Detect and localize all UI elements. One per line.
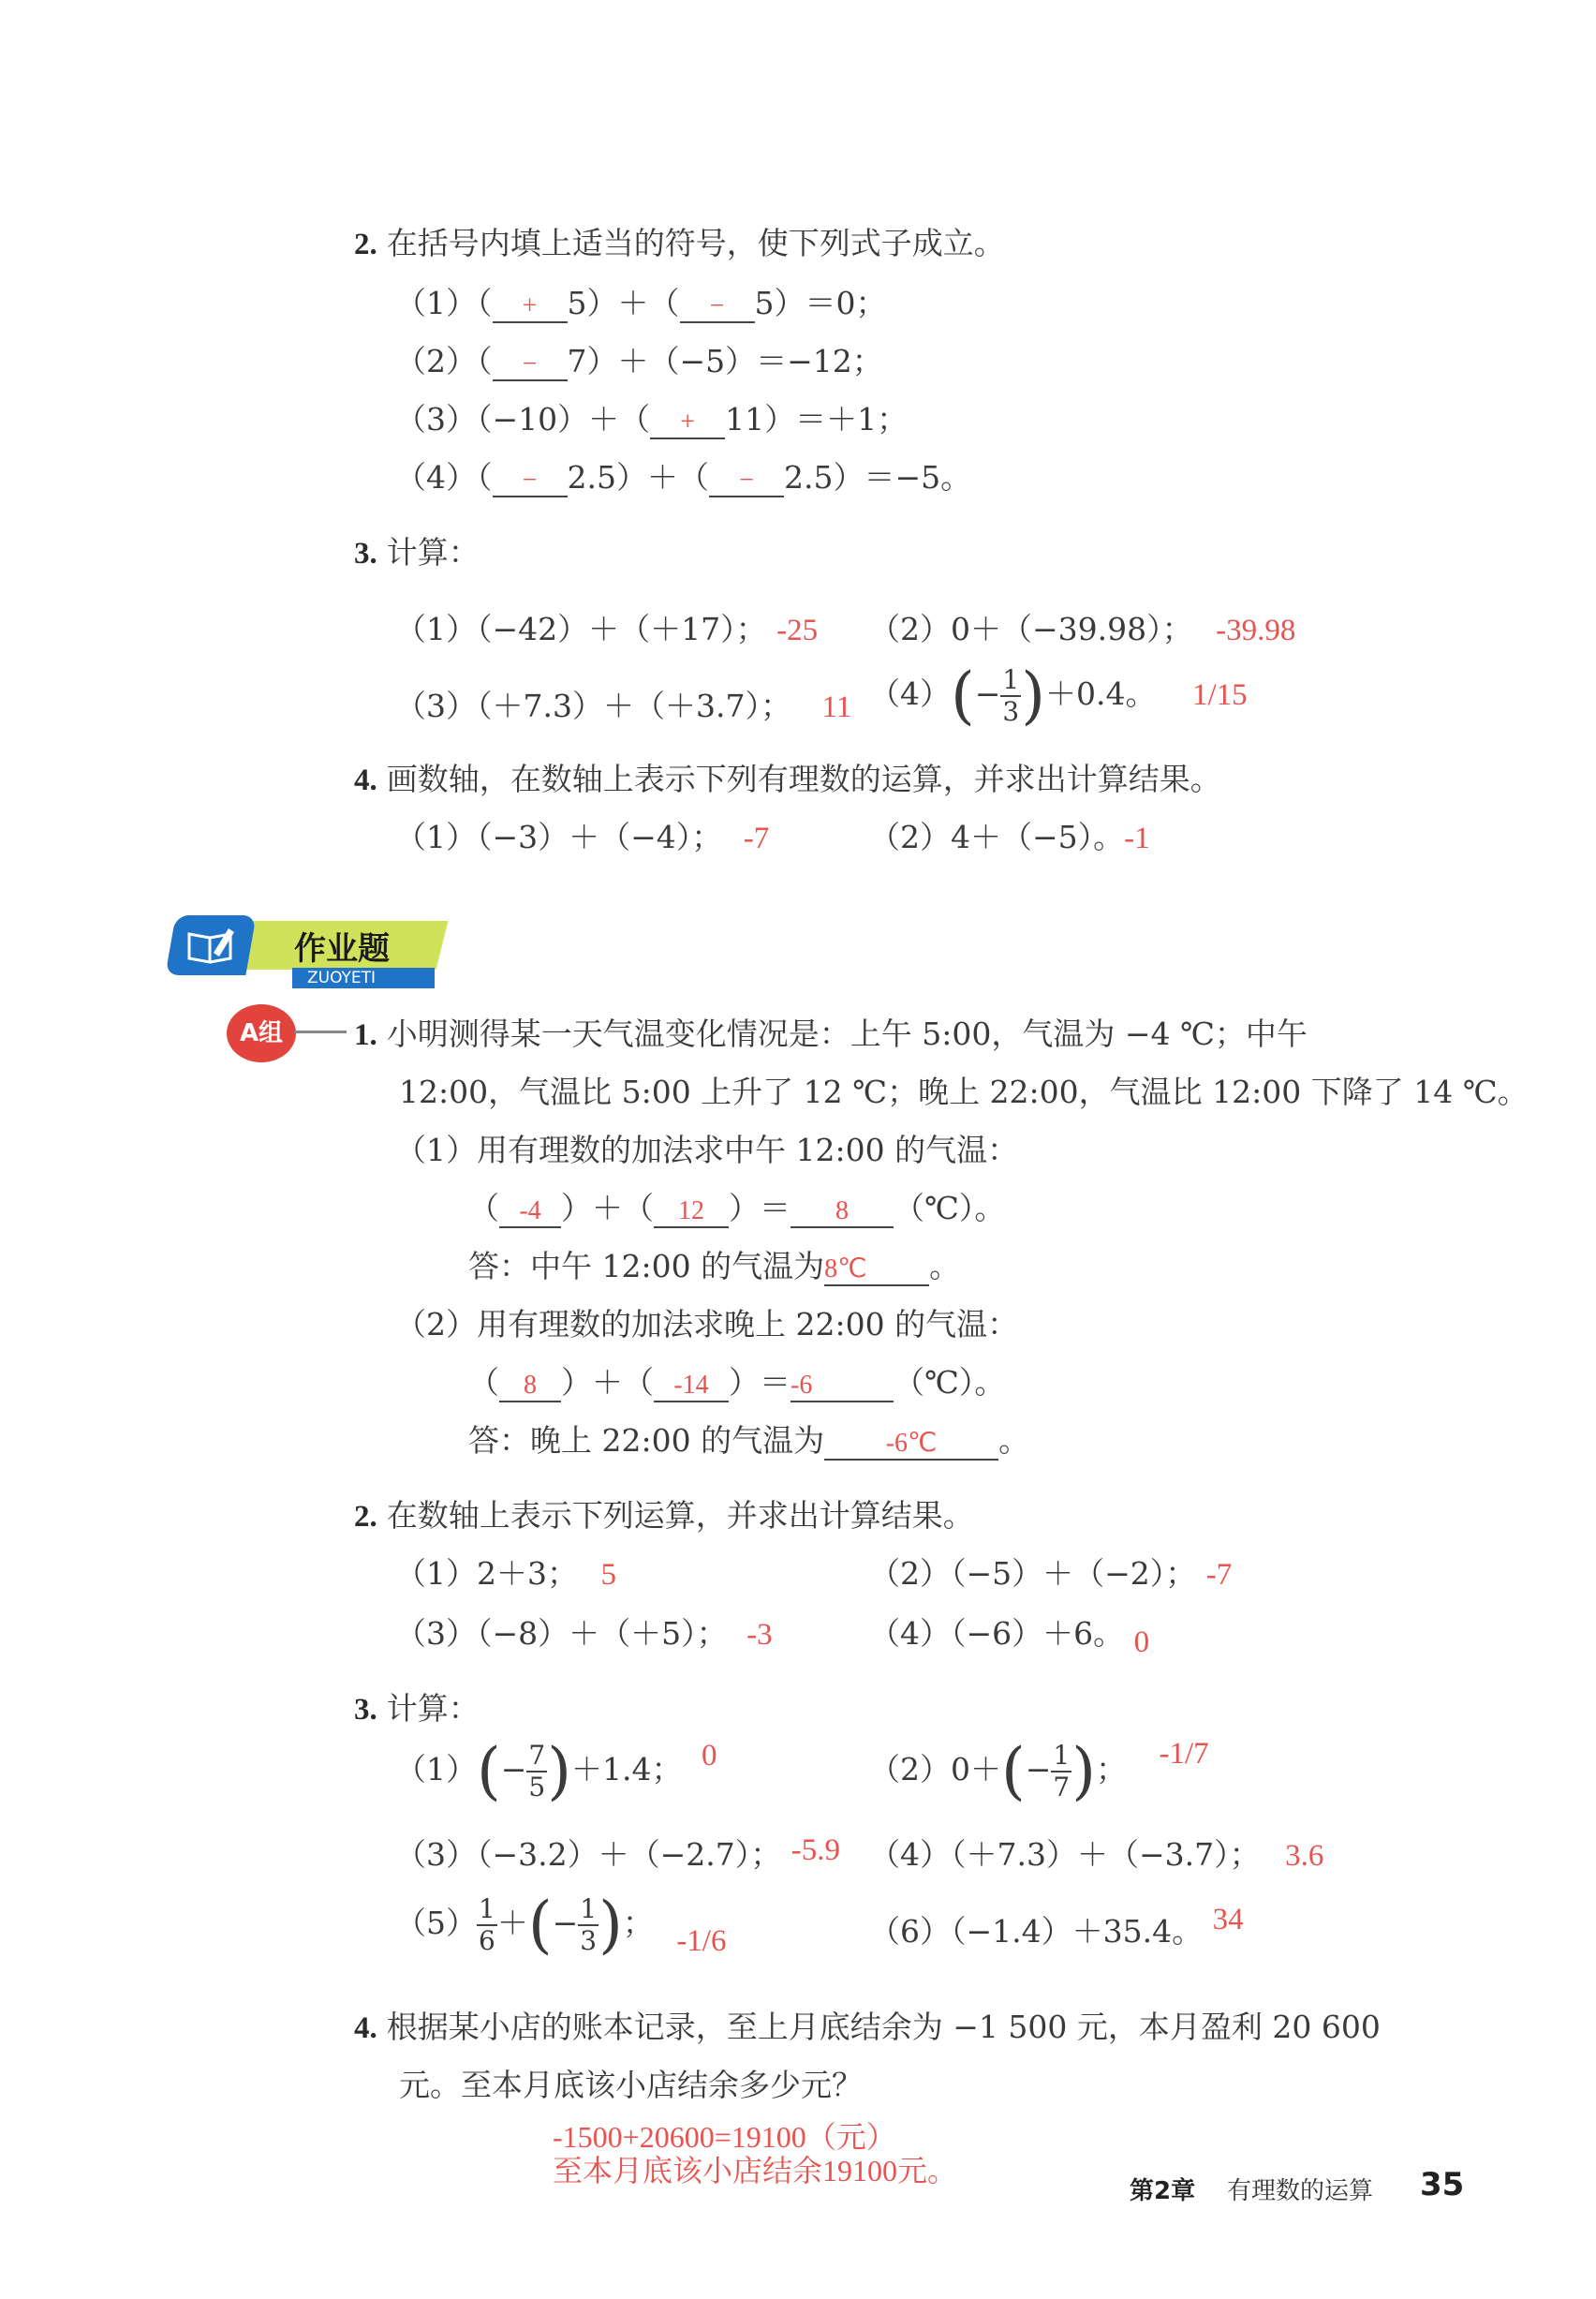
expr-part: （ (468, 1364, 499, 1401)
item-label: （4） (869, 1836, 951, 1873)
expr-part: （−8）＋（＋5）； (477, 1615, 728, 1652)
book-pencil-icon (165, 915, 256, 975)
answer-blank[interactable] (499, 1192, 561, 1228)
plus-sign: ＋ (496, 1905, 528, 1942)
left-paren: ( (477, 1735, 501, 1808)
answer-prefix: 答：晚上 22:00 的气温为 (468, 1422, 825, 1459)
fraction (1000, 665, 1021, 727)
answer-blank[interactable] (493, 287, 568, 323)
handwritten-answer: -7 (743, 822, 770, 855)
q3-stem-text: 计算： (386, 534, 480, 571)
handwritten-answer: 8 (835, 1196, 849, 1225)
expr-part: （−5）＋（−2）； (951, 1555, 1197, 1592)
hw3-number: 3. (354, 1693, 377, 1727)
expr-part: （−1.4）＋35.4。 (951, 1913, 1204, 1950)
q3-stem (354, 534, 480, 573)
denominator: 7 (1053, 1772, 1071, 1803)
expr-part: 4＋（−5）。 (951, 819, 1125, 855)
item-label: （2） (395, 343, 477, 379)
handwritten-answer: -39.98 (1216, 614, 1296, 647)
hw1-part-2 (395, 1306, 1018, 1343)
badge-connector (294, 1031, 347, 1033)
expr-part: 2＋3； (477, 1555, 578, 1592)
expr-part: ）＝ (729, 1190, 791, 1226)
item-label: （2） (395, 1306, 477, 1342)
hw1-number: 1. (354, 1018, 377, 1052)
hw3-item-3 (395, 1833, 841, 1876)
expr-part: （ (477, 285, 493, 321)
minus-sign: − (1025, 1751, 1052, 1788)
item-label: （2） (869, 611, 951, 647)
hw1-part-2-answer (468, 1422, 1029, 1461)
hw2-stem (354, 1497, 974, 1536)
hw2-item-4 (869, 1615, 1150, 1659)
handwritten-answer: -3 (746, 1618, 773, 1652)
q2-item-4 (395, 459, 971, 497)
expr-part: （−10）＋（ (477, 401, 651, 438)
right-paren: ) (598, 1889, 623, 1962)
denominator: 3 (1002, 696, 1020, 728)
handwritten-answer: + (680, 408, 696, 437)
hw2-item-3 (395, 1615, 773, 1654)
answer-blank[interactable] (791, 1192, 894, 1228)
answer-suffix: 。 (998, 1422, 1030, 1459)
item-label: （2） (869, 819, 951, 855)
expr-part: ）＋（ (561, 1190, 654, 1226)
expr-part: 0＋（−39.98）； (951, 611, 1193, 647)
footer-chapter-title: 有理数的运算 (1227, 2177, 1374, 2205)
expr-part: ； (622, 1905, 654, 1942)
handwritten-answer: − (522, 466, 538, 495)
expr-part: ＋0.4。 (1044, 675, 1157, 713)
handwritten-answer: 8 (524, 1371, 537, 1400)
expr-part: （−42）＋（＋17）； (477, 611, 767, 647)
numerator: 1 (1053, 1740, 1071, 1771)
answer-blank[interactable] (654, 1192, 729, 1228)
expr-part: 2.5）＋（ (567, 459, 709, 496)
handwritten-answer: − (522, 349, 538, 378)
answer-blank[interactable] (824, 1424, 998, 1461)
answer-blank[interactable] (499, 1366, 561, 1402)
item-label: （4） (395, 459, 477, 496)
q4-item-1 (395, 819, 769, 858)
hw3-stem (354, 1690, 480, 1729)
expr-part: （−3.2）＋（−2.7）； (477, 1836, 782, 1873)
q2-item-2 (395, 343, 883, 381)
q2-stem (354, 225, 1005, 264)
numerator: 1 (479, 1893, 495, 1924)
denominator: 5 (528, 1772, 546, 1803)
hw3-item-5 (395, 1889, 727, 1962)
item-label: （3） (395, 688, 477, 724)
handwritten-answer: 0 (1133, 1625, 1150, 1659)
q4-number: 4. (354, 764, 377, 797)
q3-item-2 (869, 611, 1295, 650)
hw4-text: 根据某小店的账本记录，至上月底结余为 −1 500 元，本月盈利 20 600 (386, 2009, 1381, 2045)
item-label: （6） (869, 1913, 951, 1950)
item-label: （5） (395, 1905, 477, 1942)
q2-item-1 (395, 285, 887, 323)
left-paren: ( (1001, 1735, 1026, 1808)
item-label: （2） (869, 1555, 951, 1592)
left-paren: ( (951, 660, 975, 733)
hw1-part-1-answer (468, 1248, 960, 1286)
handwritten-answer: -1/7 (1159, 1737, 1209, 1772)
expr-part: （−3）＋（−4）； (477, 819, 723, 855)
hw3-item-1 (395, 1735, 717, 1808)
q4-item-2 (869, 819, 1150, 858)
handwritten-answer: 1/15 (1191, 678, 1248, 713)
expr-part: 5）＋（ (567, 285, 680, 321)
answer-blank[interactable] (709, 461, 784, 497)
item-label: （1） (395, 1751, 477, 1788)
footer-chapter: 第2章 (1130, 2177, 1196, 2205)
handwritten-answer: -6 (791, 1371, 813, 1400)
hw4-line-2 (399, 2067, 863, 2104)
hw4-answer-line-1: -1500+20600=19100（元） (553, 2120, 896, 2154)
hw1-part-1-equation (468, 1190, 1005, 1228)
item-label: （3） (395, 1836, 477, 1873)
expr-part: ＋1.4； (570, 1751, 683, 1788)
item-label: （1） (395, 611, 477, 647)
hw3-stem-text: 计算： (386, 1690, 480, 1727)
handwritten-answer: 3.6 (1285, 1839, 1324, 1873)
hw4-text: 元。至本月底该小店结余多少元？ (399, 2067, 863, 2103)
q2-item-3 (395, 401, 908, 439)
fraction (477, 1894, 497, 1956)
handwritten-answer: 5 (600, 1558, 616, 1592)
item-label: （1） (395, 285, 477, 321)
banner-subtitle: ZUOYETI (292, 968, 435, 988)
answer-blank[interactable] (493, 345, 568, 381)
answer-blank[interactable] (493, 461, 568, 497)
expr-part: ）＋（ (561, 1364, 654, 1401)
hw3-item-4 (869, 1836, 1323, 1876)
answer-prefix: 答：中午 12:00 的气温为 (468, 1248, 825, 1284)
handwritten-answer: − (739, 466, 754, 495)
group-a-badge: A组 (227, 1004, 296, 1062)
expr-part: （−6）＋6。 (951, 1615, 1125, 1652)
denominator: 6 (479, 1925, 495, 1957)
banner-title: 作业题 (294, 930, 390, 968)
handwritten-answer: -1/6 (676, 1924, 727, 1959)
answer-blank[interactable] (650, 403, 725, 439)
part-text: 用有理数的加法求中午 12:00 的气温： (477, 1132, 1019, 1168)
hw1-part-2-equation (468, 1364, 1005, 1402)
hw2-item-1 (395, 1555, 616, 1594)
expr-part: 0＋ (951, 1751, 1001, 1788)
handwritten-answer: + (522, 291, 538, 320)
expr-part: 2.5）＝−5。 (783, 459, 972, 496)
q4-stem-text: 画数轴，在数轴上表示下列有理数的运算，并求出计算结果。 (386, 761, 1221, 797)
answer-blank[interactable] (680, 287, 755, 323)
item-label: （2） (869, 1751, 951, 1788)
expr-part: 5）＝0； (754, 285, 887, 321)
hw4-number: 4. (354, 2011, 377, 2045)
handwritten-answer: -6℃ (885, 1429, 938, 1458)
hw1-text: 小明测得某一天气温变化情况是：上午 5:00，气温为 −4 ℃；中午 (386, 1016, 1308, 1052)
expr-part: （＋7.3）＋（−3.7）； (951, 1836, 1261, 1873)
handwritten-answer: -7 (1205, 1558, 1233, 1592)
numerator: 7 (528, 1740, 546, 1771)
item-label: （1） (395, 819, 477, 855)
hw1-line-2 (399, 1074, 1529, 1111)
expr-part: 7）＋（−5）＝−12； (567, 343, 883, 379)
handwritten-answer: -4 (519, 1196, 541, 1225)
item-label: （4） (869, 1615, 951, 1652)
hw4-answer-line-2: 至本月底该小店结余19100元。 (553, 2154, 958, 2188)
expr-part: ）＝ (729, 1364, 791, 1401)
minus-sign: − (552, 1905, 579, 1942)
minus-sign: − (974, 675, 1001, 713)
q3-item-3 (395, 688, 851, 727)
numerator: 1 (580, 1893, 598, 1924)
fraction (526, 1741, 547, 1802)
minus-sign: − (500, 1751, 527, 1788)
item-label: （3） (395, 401, 477, 438)
handwritten-answer: -25 (776, 614, 819, 647)
answer-blank[interactable] (824, 1250, 929, 1286)
denominator: 3 (580, 1925, 598, 1957)
q4-stem (354, 761, 1221, 800)
handwritten-answer: 34 (1212, 1903, 1244, 1936)
homework-banner (167, 913, 455, 990)
handwritten-answer: -14 (673, 1371, 709, 1400)
handwritten-answer: 11 (821, 690, 852, 724)
hw1-part-1 (395, 1132, 1018, 1169)
expr-part: （℃）。 (894, 1190, 1006, 1226)
handwritten-answer: 0 (701, 1739, 717, 1773)
q2-number: 2. (354, 228, 377, 261)
hw4-line-1 (354, 2009, 1381, 2048)
hw2-item-2 (869, 1555, 1232, 1594)
hw2-number: 2. (354, 1500, 377, 1534)
page-number: 35 (1420, 2166, 1465, 2203)
fraction (578, 1894, 598, 1956)
q3-item-4 (869, 660, 1248, 733)
expr-part: 11）＝＋1； (725, 401, 909, 438)
expr-part: （ (468, 1190, 499, 1226)
expr-part: （℃）。 (894, 1364, 1006, 1401)
handwritten-answer: − (709, 291, 725, 320)
handwritten-answer: 8℃ (824, 1254, 867, 1283)
hw2-stem-text: 在数轴上表示下列运算，并求出计算结果。 (386, 1497, 974, 1534)
handwritten-answer: 12 (678, 1196, 704, 1225)
hw3-item-2 (869, 1735, 1209, 1808)
right-paren: ) (1071, 1735, 1096, 1808)
answer-blank[interactable] (791, 1366, 894, 1402)
fraction (1051, 1741, 1071, 1802)
q3-number: 3. (354, 537, 377, 571)
right-paren: ) (547, 1735, 571, 1808)
item-label: （1） (395, 1555, 477, 1592)
q3-item-1 (395, 611, 818, 650)
hw1-line-1 (354, 1016, 1308, 1055)
handwritten-answer: -5.9 (791, 1833, 841, 1867)
answer-blank[interactable] (654, 1366, 729, 1402)
hw3-item-6 (869, 1903, 1244, 1952)
numerator: 1 (1002, 664, 1020, 695)
answer-suffix: 。 (929, 1248, 961, 1284)
part-text: 用有理数的加法求晚上 22:00 的气温： (477, 1306, 1019, 1342)
expr-part: （ (477, 459, 493, 496)
item-label: （1） (395, 1132, 477, 1168)
expr-part: （＋7.3）＋（＋3.7）； (477, 688, 791, 724)
right-paren: ) (1021, 660, 1045, 733)
left-paren: ( (527, 1889, 553, 1962)
hw1-text: 12:00，气温比 5:00 上升了 12 ℃；晚上 22:00，气温比 12:00 下降了 14 ℃。 (399, 1074, 1529, 1110)
expr-part: ； (1095, 1751, 1127, 1788)
item-label: （3） (395, 1615, 477, 1652)
q2-stem-text: 在括号内填上适当的符号，使下列式子成立。 (386, 225, 1005, 261)
item-label: （4） (869, 675, 951, 713)
handwritten-answer: -1 (1124, 822, 1150, 855)
expr-part: （ (477, 343, 493, 379)
